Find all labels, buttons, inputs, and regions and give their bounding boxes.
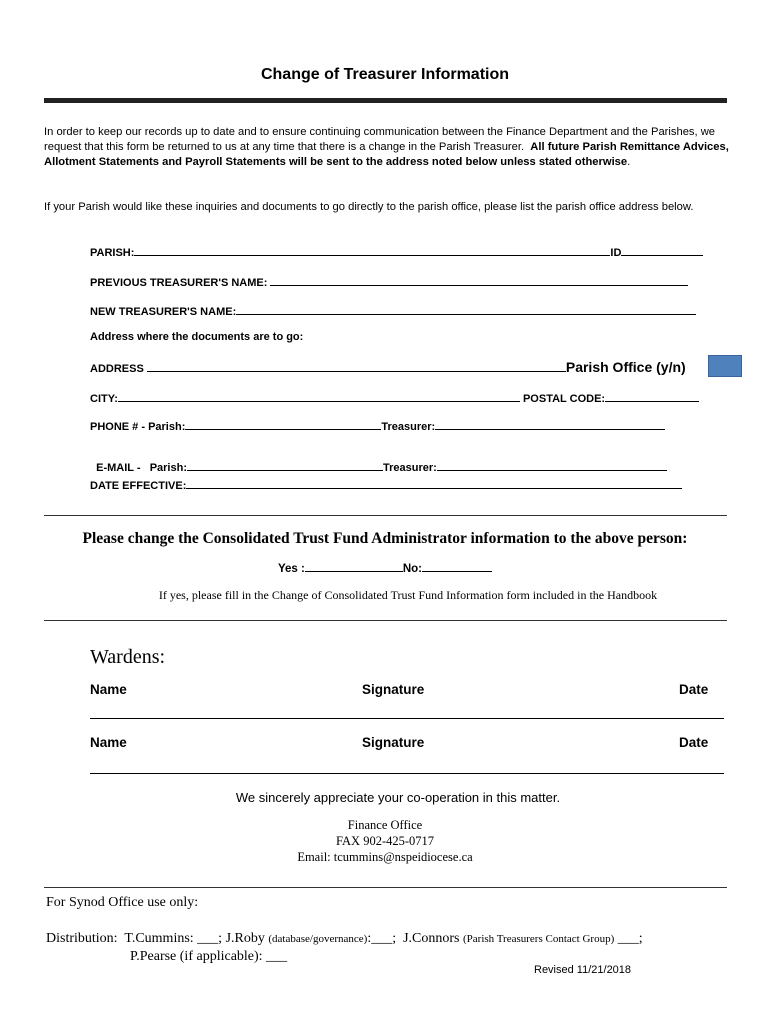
address-input[interactable] — [147, 360, 566, 372]
prev-treasurer-row — [90, 274, 688, 289]
email-label: E-MAIL - Parish: — [96, 462, 187, 474]
warden1-date-label: Date — [679, 682, 709, 697]
section-divider — [44, 515, 727, 516]
address-note: Address where the documents are to go: — [90, 331, 304, 343]
intro-paragraph — [44, 125, 734, 170]
warden2-date-label: Date — [679, 735, 709, 750]
finance-contact — [0, 817, 770, 865]
dist-jroby: J.Roby — [225, 931, 265, 946]
dist-jconnors: J.Connors — [403, 931, 460, 946]
distribution-block — [46, 930, 643, 966]
city-input[interactable] — [118, 390, 520, 402]
email-row — [90, 447, 667, 474]
postal-label: POSTAL CODE: — [522, 393, 606, 405]
phone-parish-input[interactable] — [185, 418, 381, 430]
title-rule — [44, 98, 727, 103]
new-treasurer-label: NEW TREASURER'S NAME: — [90, 306, 237, 318]
parish-office-checkbox[interactable] — [708, 355, 742, 377]
intro-bold: All future Parish Remittance Advices, Allotment Statements and Payroll Statements will be sent to the address noted below unless stated otherwise — [44, 141, 729, 168]
id-input[interactable] — [621, 244, 703, 256]
warden1-signature-line[interactable] — [90, 717, 724, 719]
phone-row — [90, 418, 665, 433]
city-row — [90, 390, 699, 405]
parish-row — [90, 244, 703, 259]
postal-input[interactable] — [605, 390, 699, 402]
dist-ppearse: P.Pearse (if applicable): ___ — [130, 949, 288, 964]
section-divider — [44, 620, 727, 621]
address-label: ADDRESS — [90, 363, 144, 375]
phone-label: PHONE # - Parish: — [90, 421, 186, 433]
parish-label: PARISH: — [90, 247, 135, 259]
dist-jconnors-end: ___; — [617, 931, 643, 946]
yes-label: Yes : — [277, 563, 305, 575]
dist-jroby-note: (database/governance) — [268, 933, 368, 945]
email-treasurer-label: Treasurer: — [383, 462, 437, 474]
phone-treasurer-label: Treasurer: — [381, 421, 436, 433]
no-label: No: — [402, 563, 423, 575]
section-divider — [44, 887, 727, 888]
new-treasurer-row — [90, 303, 696, 318]
id-label: ID — [610, 247, 622, 259]
page-title: Change of Treasurer Information — [260, 66, 510, 83]
parish-input[interactable] — [134, 244, 610, 256]
dist-jconnors-note: (Parish Treasurers Contact Group) — [463, 933, 615, 945]
dist-jroby-end: :___; — [367, 931, 397, 946]
intro-normal: In order to keep our records up to date and to ensure continuing communication between the Finance Department and the Parishes, we request that this form be returned to us at any time that there is a change in the Parish Treasurer. — [44, 126, 716, 153]
appreciation-text: We sincerely appreciate your co-operation in this matter. — [235, 790, 561, 805]
dist-tcummins: T.Cummins: ___; — [124, 931, 223, 946]
finance-office: Finance Office — [347, 818, 423, 832]
no-input[interactable] — [422, 560, 492, 572]
prev-treasurer-label: PREVIOUS TREASURER'S NAME: — [90, 277, 268, 289]
parish-office-paragraph: If your Parish would like these inquiries and documents to go directly to the parish office, please list the parish office address below. — [44, 201, 694, 213]
date-effective-row — [90, 477, 682, 492]
parish-office-label: Parish Office (y/n) — [565, 359, 686, 375]
prev-treasurer-input[interactable] — [270, 274, 688, 286]
address-row — [90, 359, 686, 375]
revised-date: Revised 11/21/2018 — [534, 964, 632, 976]
warden1-signature-label: Signature — [362, 682, 425, 697]
intro-end: . — [627, 156, 631, 168]
warden2-signature-line[interactable] — [90, 772, 724, 774]
yes-no-row — [0, 560, 770, 575]
warden2-name-label: Name — [90, 735, 127, 750]
finance-fax: FAX 902-425-0717 — [335, 834, 435, 848]
date-effective-input[interactable] — [186, 477, 682, 489]
synod-use-label: For Synod Office use only: — [46, 895, 199, 910]
new-treasurer-input[interactable] — [236, 303, 696, 315]
ctf-if-yes: If yes, please fill in the Change of Consolidated Trust Fund Information form included in the Handbook — [158, 588, 658, 602]
email-treasurer-input[interactable] — [437, 459, 667, 471]
warden1-name-label: Name — [90, 682, 127, 697]
finance-email: Email: tcummins@nspeidiocese.ca — [297, 850, 473, 864]
date-effective-label: DATE EFFECTIVE: — [90, 480, 187, 492]
distribution-line-1 — [46, 930, 643, 948]
distribution-label: Distribution: — [46, 931, 118, 946]
email-parish-input[interactable] — [187, 459, 383, 471]
yes-input[interactable] — [305, 560, 403, 572]
wardens-heading: Wardens: — [90, 646, 166, 668]
ctf-heading: Please change the Consolidated Trust Fund Administrator information to the above person: — [82, 530, 688, 547]
phone-treasurer-input[interactable] — [435, 418, 665, 430]
warden2-signature-label: Signature — [362, 735, 425, 750]
city-label: CITY: — [90, 393, 118, 405]
